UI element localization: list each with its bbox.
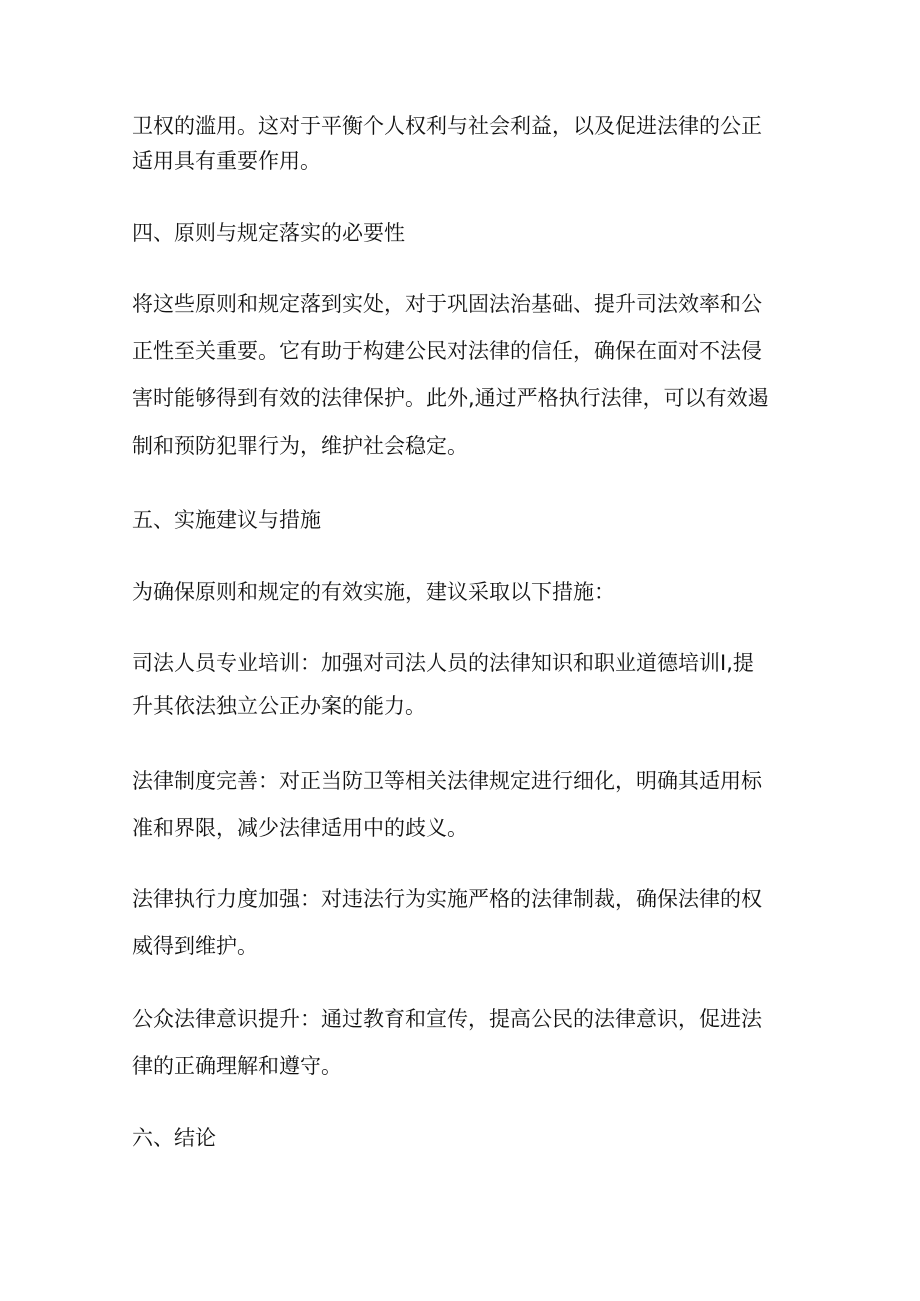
- measure-2-line-2: 准和界限，减少法律适用中的歧义。: [132, 816, 468, 840]
- measure-3-line-1: 法律执行力度加强：对违法行为实施严格的法律制裁，确保法律的权: [132, 887, 762, 911]
- measure-1-line-2: 升其依法独立公正办案的能力。: [132, 694, 426, 718]
- section-4-line-4: 制和预防犯罪行为，维护社会稳定。: [132, 434, 468, 458]
- measure-4-line-2: 律的正确理解和遵守。: [132, 1054, 342, 1078]
- intro-line-2: 适用具有重要作用。: [132, 149, 321, 173]
- measure-2-line-1: 法律制度完善：对正当防卫等相关法律规定进行细化，明确其适用标: [132, 769, 762, 793]
- section-5-lead: 为确保原则和规定的有效实施，建议采取以下措施：: [132, 580, 615, 604]
- section-5-heading: 五、实施建议与措施: [132, 508, 321, 532]
- section-4-heading: 四、原则与规定落实的必要性: [132, 221, 405, 245]
- measure-1-line-1: 司法人员专业培训：加强对司法人员的法律知识和职业道德培训I,提: [132, 651, 754, 675]
- measure-3-line-2: 威得到维护。: [132, 934, 258, 958]
- measure-4-line-1: 公众法律意识提升：通过教育和宣传，提高公民的法律意识，促进法: [132, 1007, 762, 1031]
- section-4-line-2: 正性至关重要。它有助于构建公民对法律的信任，确保在面对不法侵: [132, 339, 762, 363]
- section-4-line-1: 将这些原则和规定落到实处，对于巩固法治基础、提升司法效率和公: [132, 292, 762, 316]
- section-4-line-3: 害时能够得到有效的法律保护。此外,通过严格执行法律，可以有效遏: [132, 386, 769, 410]
- intro-line-1: 卫权的滥用。这对于平衡个人权利与社会利益，以及促进法律的公正: [132, 114, 762, 138]
- section-6-heading: 六、结论: [132, 1126, 216, 1150]
